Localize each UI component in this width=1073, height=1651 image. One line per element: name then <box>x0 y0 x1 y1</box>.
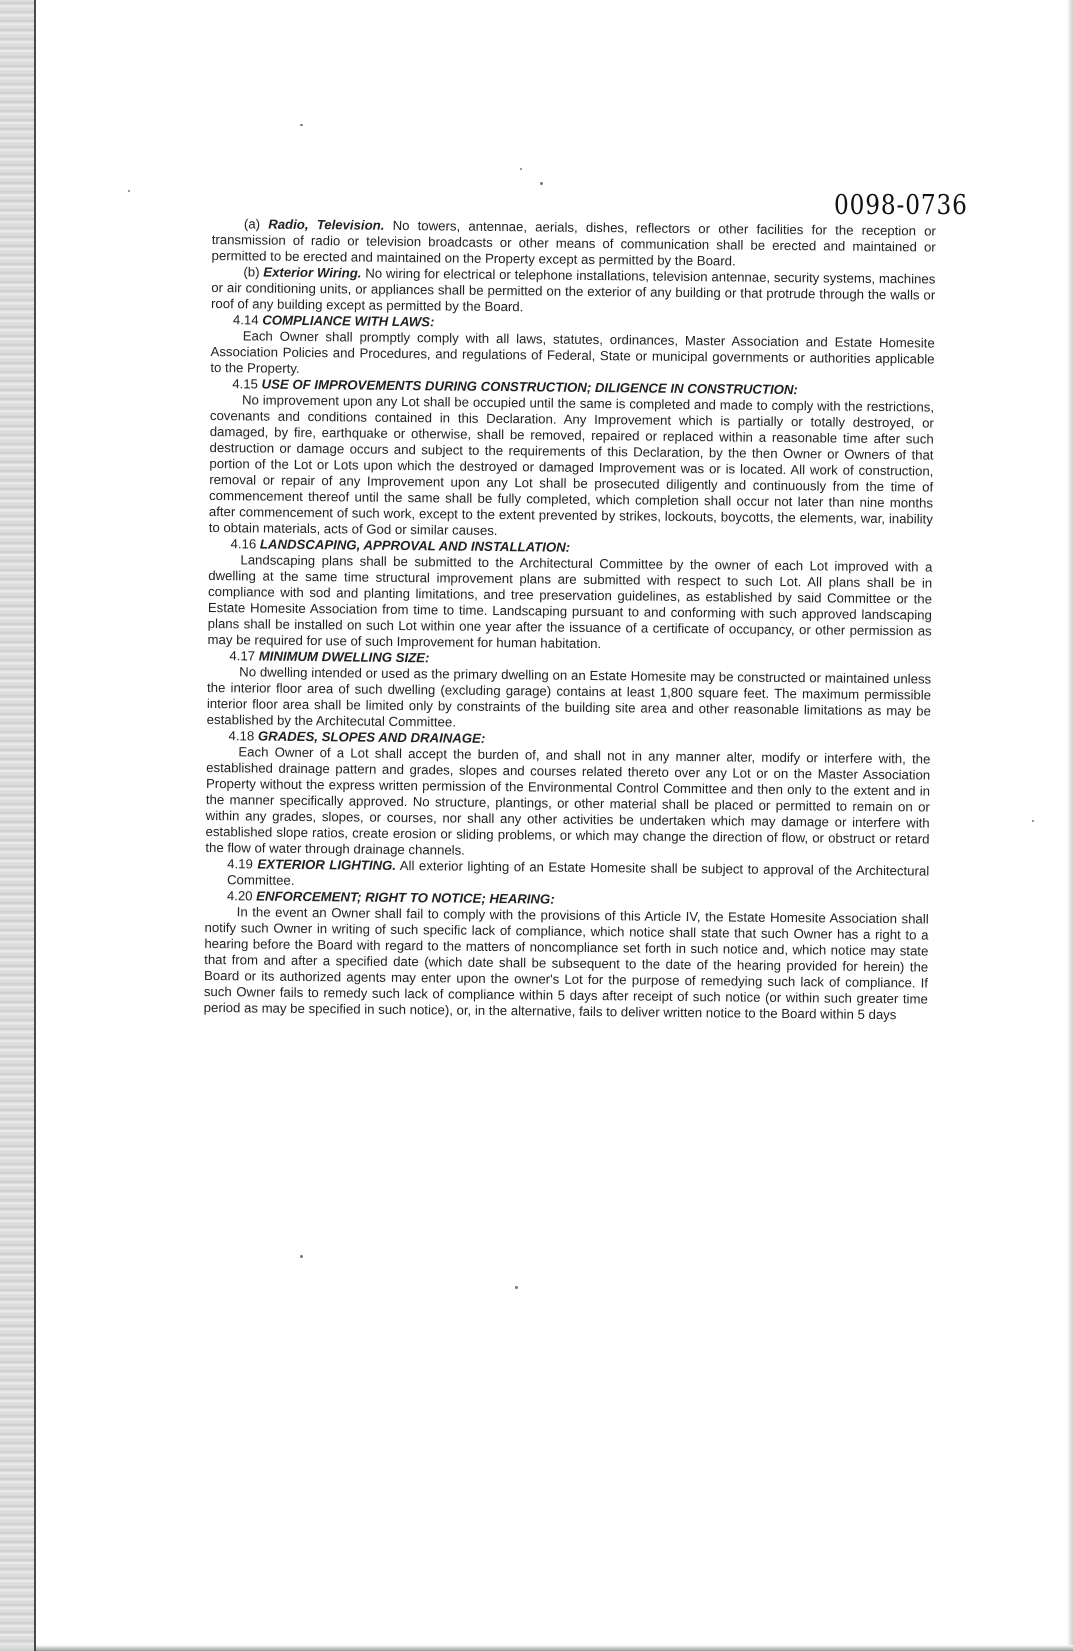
section-heading-4-20: 4.20 ENFORCEMENT; RIGHT TO NOTICE; HEARING: <box>226 888 555 907</box>
section-heading-4-14: 4.14 COMPLIANCE WITH LAWS: <box>232 312 435 330</box>
scan-bottom-edge <box>36 1645 1073 1651</box>
section-body-4-17: No dwelling intended or used as the primary dwelling on an Estate Homesite may be constructed or maintained unless the interior floor area of such dwelling (excluding garage) contains at least 1,800 square feet. The maximum permissible interior floor area shall be limited only by constraints of the building site area and other reasonable limitations as may be established by the Architecutal Committee. <box>206 664 932 730</box>
section-heading-4-15: 4.15 USE OF IMPROVEMENTS DURING CONSTRUCTION; DILIGENCE IN CONSTRUCTION: <box>232 376 798 398</box>
scan-speck <box>1032 820 1034 822</box>
subsection-exterior-wiring: (b) Exterior Wiring. No wiring for electrical or telephone installations, television antennae, security systems, machines or air conditioning units, or appliances shall be permitted on the exterior of any building or that protrude through the walls or roof of any building except as permitted by the Board. <box>211 264 936 315</box>
subsection-radio-television: (a) Radio, Television. No towers, antennae, aerials, dishes, reflectors or other facilities for the reception or transmission of radio or television broadcasts or other means of communication shall be erected and maintained or permitted to be erected and maintained on the Property except as permitted by the Board. <box>211 216 936 269</box>
section-body-4-20: In the event an Owner shall fail to comply with the provisions of this Article IV, the Estate Homesite Association shall notify such Owner in writing of such specific lack of compliance, which notice shall state that such Owner has a right to a hearing before the Board with regard to the matters of noncompliance set forth in such notice and, which notice may state that from and after a specified date (which date shall be subsequent to the date of the hearing provided for herein) the Board or its authorized agents may enter upon the owner's Lot for the purpose of remedying such lack of compliance. If such Owner fails to remedy such lack of compliance within 5 days after receipt of such notice (or within such greater time period as may be specified in such notice), or, in the alternative, fails to deliver written notice to the Board within 5 days <box>203 904 929 1023</box>
section-heading-4-18: 4.18 GRADES, SLOPES AND DRAINAGE: <box>228 728 486 746</box>
document-number: 0098-0736 <box>834 190 968 221</box>
document-body <box>204 216 936 1024</box>
section-body-4-16: Landscaping plans shall be submitted to the Architectural Committee by the owner of each Lot improved with a dwelling at the same time structural improvement plans are submitted with respect to such Lot. All plans shall be in compliance with sod and planting limitations, and tree preservation guidelines, as established by said Committee or the Estate Homesite Association from time to time. Landscaping pursuant to and conforming with such approved landscaping plans shall be installed on such Lot within one year after the issuance of a certificate of occupancy, or other permission as may be required for use of such Improvement for human habitation. <box>207 552 933 652</box>
section-heading-4-17: 4.17 MINIMUM DWELLING SIZE: <box>229 648 430 666</box>
scan-left-border-line <box>34 0 36 1651</box>
scan-speck <box>300 1255 303 1258</box>
scan-speck <box>540 182 543 185</box>
scan-speck <box>128 190 130 192</box>
section-body-4-15: No improvement upon any Lot shall be occupied until the same is completed and made to comply with the restrictions, covenants and conditions contained in this Declaration. Any Improvement which is partially or totally destroyed, or damaged, by fire, earthquake or otherwise, shall be removed, repaired or replaced within a reasonable time after such destruction or damage occurs and subject to the requirements of this Declaration, by the then Owner or Owners of that portion of the Lot or Lots upon which the destroyed or damaged Improvement was or is located. All work of construction, removal or repair of any Improvement upon any Lot shall be prosecuted diligently and continuously from the time of commencement thereof until the same shall be fully completed, which completion shall occur not later than nine months after commencement of such work, except to the extent prevented by strikes, lockouts, boycotts, the elements, war, inability to obtain materials, acts of God or similar causes. <box>208 392 935 539</box>
section-heading-4-16: 4.16 LANDSCAPING, APPROVAL AND INSTALLATION: <box>230 536 571 555</box>
scan-speck <box>300 124 303 126</box>
section-body-4-18: Each Owner of a Lot shall accept the burden of, and shall not in any manner alter, modify or interfere with, the established drainage pattern and grades, slopes and courses related thereto over any Lot or on the Master Association Property without the express written permission of the Environmental Control Committee and then only to the extent and in the manner specifically approved. No structure, plantings, or other material shall be placed or permitted to remain on or within any grades, slopes, or courses, nor shall any other activities be undertaken which may damage or interfere with established slope ratios, create erosion or sliding problems, or which may change the direction of flow, or obstruct or retard the flow of water through drainage channels. <box>205 744 931 858</box>
scan-right-edge <box>1067 0 1073 1651</box>
scan-left-edge <box>0 0 34 1651</box>
section-4-19-exterior-lighting: 4.19 EXTERIOR LIGHTING. All exterior lighting of an Estate Homesite shall be subject to approval of the Architectural Committee. <box>226 856 930 888</box>
scan-speck <box>515 1286 518 1289</box>
section-body-4-14: Each Owner shall promptly comply with all laws, statutes, ordinances, Master Association and Estate Homesite Association Policies and Procedures, and regulations of Federal, State or municipal governments or authorities applicable to the Property. <box>210 328 935 376</box>
scan-speck <box>520 168 522 170</box>
